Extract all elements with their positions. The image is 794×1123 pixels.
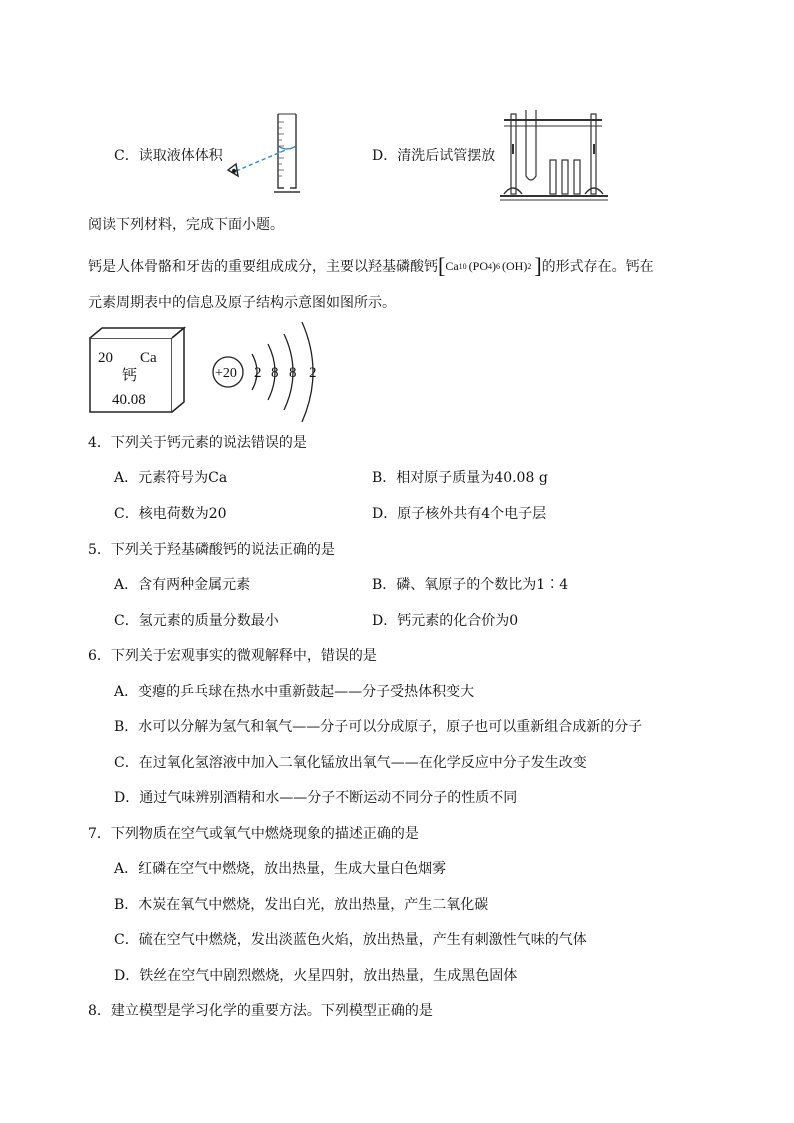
formula-po4-close: ) [492,258,497,273]
element-number: 20 [98,350,113,366]
test-tube-rack-figure [498,104,610,202]
material-line-1 [88,255,654,277]
formula [438,255,542,277]
shell-1-electrons: 2 [254,365,262,381]
formula-left-bracket: [ [438,253,446,278]
element-symbol: Ca [140,350,157,366]
question-7-option-c: C．硫在空气中燃烧，发出淡蓝色火焰，放出热量，产生有刺激性气味的气体 [114,932,587,948]
question-5-option-c: C．氢元素的质量分数最小 [114,613,279,629]
question-5-option-a: A．含有两种金属元素 [114,577,251,593]
element-card [88,326,188,414]
question-7-stem: 7．下列物质在空气或氧气中燃烧现象的描述正确的是 [88,826,419,842]
question-4-option-b: B．相对原子质量为40.08 g [372,470,548,486]
question-4-option-d: D．原子核外共有4个电子层 [372,506,547,522]
graduated-cylinder-figure [222,108,312,198]
question-7-option-d: D．铁丝在空气中剧烈燃烧，火星四射，放出热量，生成黑色固体 [114,968,518,984]
question-6-option-a: A．变瘪的乒乓球在热水中重新鼓起——分子受热体积变大 [114,684,475,700]
question-6-option-d: D．通过气味辨别酒精和水——分子不断运动不同分子的性质不同 [114,790,518,806]
option-d-prev: D．清洗后试管摆放 [372,148,496,164]
shell-3-electrons: 8 [289,365,297,381]
formula-oh: (OH) [502,258,528,273]
question-6-option-c: C．在过氧化氢溶液中加入二氧化锰放出氧气——在化学反应中分子发生改变 [114,755,587,771]
material-text-after: 的形式存在。钙在 [541,259,654,275]
shell-4-electrons: 2 [309,365,317,381]
question-5-stem: 5．下列关于羟基磷酸钙的说法正确的是 [88,542,335,558]
option-c-prev: C．读取液体体积 [114,148,223,164]
question-7-option-b: B．木炭在氧气中燃烧，发出白光，放出热量，产生二氧化碳 [114,897,489,913]
question-8-stem: 8．建立模型是学习化学的重要方法。下列模型正确的是 [88,1003,433,1019]
shell-2-electrons: 8 [271,365,279,381]
question-4-option-c: C．核电荷数为20 [114,506,227,522]
reading-intro: 阅读下列材料，完成下面小题。 [88,217,284,233]
formula-ca: Ca [445,258,459,273]
formula-po4-inner-sub: 4 [488,261,493,271]
material-line-2: 元素周期表中的信息及原子结构示意图如图所示。 [88,295,396,311]
question-6-option-b: B．水可以分解为氢气和氧气——分子可以分成原子，原子也可以重新组合成新的分子 [114,719,643,735]
formula-po4-sub: 6 [496,261,501,271]
question-5-option-d: D．钙元素的化合价为0 [372,613,519,629]
atom-structure-diagram [210,318,330,426]
formula-po4: (PO [468,258,489,273]
formula-right-bracket: ] [534,253,542,278]
question-5-option-b: B．磷、氧原子的个数比为1∶4 [372,577,569,593]
formula-ca-sub: 10 [458,261,467,271]
material-text-before: 钙是人体骨骼和牙齿的重要组成成分，主要以羟基磷酸钙 [88,259,438,275]
element-mass: 40.08 [112,392,146,408]
question-6-stem: 6．下列关于宏观事实的微观解释中，错误的是 [88,648,377,664]
atom-nucleus-charge: +20 [215,366,237,381]
question-7-option-a: A．红磷在空气中燃烧，放出热量，生成大量白色烟雾 [114,861,447,877]
question-4-option-a: A．元素符号为Ca [114,470,228,486]
formula-oh-sub: 2 [527,261,532,271]
question-4-stem: 4．下列关于钙元素的说法错误的是 [88,435,307,451]
element-name: 钙 [122,366,138,384]
